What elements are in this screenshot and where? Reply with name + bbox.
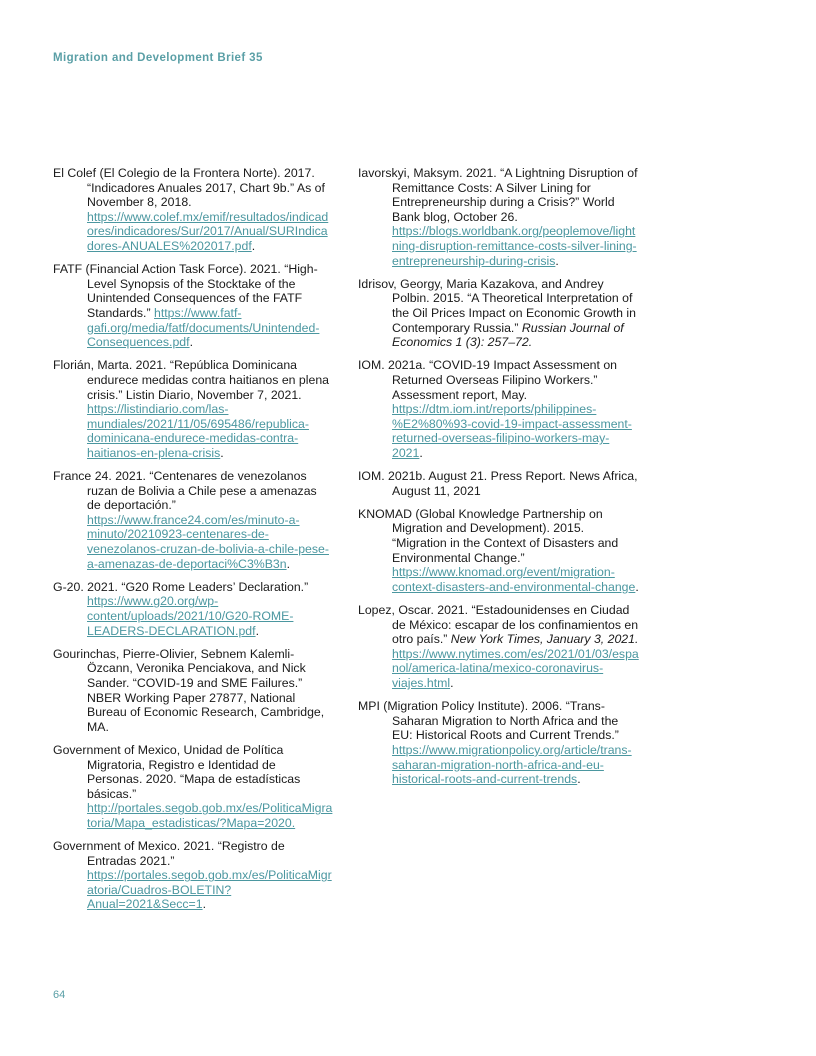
reference-text: MPI (Migration Policy Institute). 2006. “Trans-Saharan Migration to North Africa and the EU: Historical Roots and Current Trends.”: [358, 699, 619, 743]
reference-text: El Colef (El Colegio de la Frontera Norte). 2017. “Indicadores Anuales 2017, Chart 9b.” As of November 8, 2018.: [53, 166, 325, 210]
reference-text: Lopez, Oscar. 2021. “Estadounidenses en Ciudad de México: escapar de los confinamientos en otro país.”: [358, 603, 639, 647]
reference-link[interactable]: https://www.g20.org/wp-content/uploads/2021/10/G20-ROME-LEADERS-DECLARATION.pdf: [87, 594, 294, 638]
reference-entry: [53, 166, 333, 254]
reference-trailing-punctuation: .: [251, 238, 256, 253]
running-head: Migration and Development Brief 35: [53, 52, 263, 64]
reference-entry: [53, 647, 333, 735]
reference-entry: [358, 507, 640, 595]
references-left-column: [53, 166, 333, 921]
reference-link[interactable]: https://www.knomad.org/event/migration-context-disasters-and-environmental-change: [392, 565, 636, 594]
reference-entry: [53, 262, 333, 350]
reference-text: Iavorskyi, Maksym. 2021. “A Lightning Disruption of Remittance Costs: A Silver Lining for Entrepreneurship during a Crisis?” World Bank blog, October 26.: [358, 166, 638, 224]
reference-trailing-punctuation: .: [555, 253, 559, 268]
reference-text: IOM. 2021a. “COVID-19 Impact Assessment on Returned Overseas Filipino Workers.” Assessment report, May.: [358, 358, 618, 402]
reference-link[interactable]: http://portales.segob.gob.mx/es/PoliticaMigratoria/Mapa_estadisticas/?Mapa=2020.: [87, 801, 333, 830]
reference-link[interactable]: https://www.france24.com/es/minuto-a-minuto/20210923-centenares-de-venezolanos-cruzan-de-bolivia-a-chile-pese-a-amenazas-de-deportaci%C3%B3n: [87, 512, 329, 571]
reference-text: Idrisov, Georgy, Maria Kazakova, and Andrey Polbin. 2015. “A Theoretical Interpretation of the Oil Prices Impact on Economic Growth in Contemporary Russia.”: [358, 276, 636, 335]
reference-link[interactable]: https://www.migrationpolicy.org/article/trans-saharan-migration-north-africa-and-eu-historical-roots-and-current-trends: [392, 742, 632, 787]
reference-entry: [53, 469, 333, 571]
reference-trailing-punctuation: .: [220, 445, 224, 460]
references-right-column: [358, 166, 640, 795]
reference-text: G-20. 2021. “G20 Rome Leaders’ Declaration.”: [53, 579, 309, 594]
reference-text: Gourinchas, Pierre-Olivier, Sebnem Kalemli-Özcann, Veronika Penciakova, and Nick Sander. “COVID-19 and SME Failures.” NBER Working Paper 27877, National Bureau of Economic Research, Cambridge, MA.: [53, 646, 325, 734]
reference-source-italic: New York Times, January 3, 2021.: [450, 632, 639, 647]
reference-trailing-punctuation: .: [255, 623, 259, 638]
reference-link[interactable]: https://portales.segob.gob.mx/es/PoliticaMigratoria/Cuadros-BOLETIN?Anual=2021&Secc=1: [87, 868, 332, 912]
reference-trailing-punctuation: .: [286, 556, 291, 571]
reference-text: KNOMAD (Global Knowledge Partnership on Migration and Development). 2015. “Migration in the Context of Disasters and Environmental Change.”: [358, 506, 619, 565]
reference-entry: [358, 358, 640, 460]
reference-link[interactable]: https://dtm.iom.int/reports/philippines-%E2%80%93-covid-19-impact-assessment-returned-overseas-filipino-workers-may-2021: [392, 402, 632, 460]
page-number: 64: [53, 989, 66, 1001]
reference-entry: [53, 839, 333, 912]
reference-text: Florián, Marta. 2021. “República Dominicana endurece medidas contra haitianos en plena crisis.” Listin Diario, November 7, 2021.: [53, 358, 330, 402]
reference-entry: [53, 580, 333, 638]
reference-trailing-punctuation: .: [202, 897, 206, 912]
reference-trailing-punctuation: .: [577, 772, 581, 787]
reference-entry: [358, 469, 640, 498]
reference-entry: [358, 699, 640, 787]
reference-link[interactable]: https://listindiario.com/las-mundiales/2021/11/05/695486/republica-dominicana-endurece-medidas-contra-haitianos-en-plena-crisis: [87, 402, 309, 460]
reference-trailing-punctuation: .: [635, 579, 639, 594]
reference-text: FATF (Financial Action Task Force). 2021. “High-Level Synopsis of the Stocktake of the Unintended Consequences of the FATF Standards.”: [53, 262, 318, 320]
reference-link[interactable]: https://www.fatf-gafi.org/media/fatf/documents/Unintended-Consequences.pdf: [87, 305, 320, 350]
reference-entry: [358, 166, 640, 268]
reference-trailing-punctuation: .: [189, 335, 193, 350]
reference-entry: [53, 358, 333, 460]
reference-link[interactable]: https://blogs.worldbank.org/peoplemove/lightning-disruption-remittance-costs-silver-lining-entrepreneurship-during-crisis: [392, 224, 637, 268]
reference-source-italic: Russian Journal of Economics 1 (3): 257–72.: [392, 320, 624, 350]
reference-entry: [358, 603, 640, 691]
reference-entry: [53, 743, 333, 831]
reference-text: IOM. 2021b. August 21. Press Report. News Africa, August 11, 2021: [358, 469, 638, 498]
reference-trailing-punctuation: .: [419, 445, 423, 460]
reference-entry: [358, 277, 640, 350]
reference-text: Government of Mexico, Unidad de Política Migratoria, Registro e Identidad de Personas. 2020. “Mapa de estadísticas básicas.”: [53, 742, 301, 801]
reference-link[interactable]: https://www.colef.mx/emif/resultados/indicadores/indicadores/Sur/2017/Anual/SURIndicadores-ANUALES%202017.pdf: [87, 209, 329, 253]
reference-text: France 24. 2021. “Centenares de venezolanos ruzan de Bolivia a Chile pese a amenazas de deportación.”: [53, 469, 317, 513]
reference-text: Government of Mexico. 2021. “Registro de Entradas 2021.”: [53, 839, 285, 868]
reference-link[interactable]: https://www.nytimes.com/es/2021/01/03/espanol/america-latina/mexico-coronavirus-viajes.html: [392, 646, 639, 690]
reference-trailing-punctuation: .: [450, 675, 454, 690]
